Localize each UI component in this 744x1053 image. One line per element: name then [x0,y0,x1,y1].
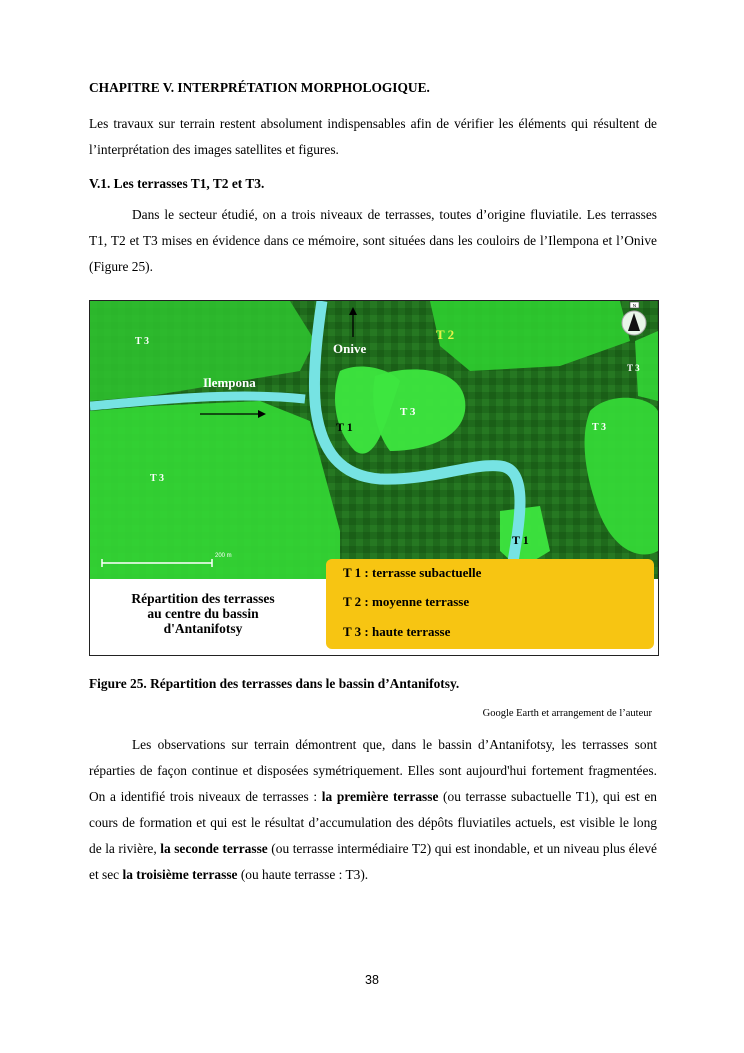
figure-source: Google Earth et arrangement de l’auteur [482,708,652,719]
closing-paragraph [89,732,657,888]
label-ilempona: Ilempona [203,375,256,390]
label-t3: T 3 [400,406,416,418]
bold-term: la première terrasse [321,789,439,804]
paragraph-text: (ou haute terrasse : T3). [237,867,369,882]
bold-term: la seconde terrasse [160,841,268,856]
figure-title-line: d'Antanifotsy [163,621,243,636]
figure-title-line: au centre du bassin [147,606,259,621]
north-label: N [632,303,637,308]
label-t1: T 1 [512,533,529,547]
legend-item-t2: T 2 : moyenne terrasse [343,594,470,609]
paragraph-text: (ou terrasse intermédiaire T2) qui est inondable, et un niveau plus élevé et sec [89,841,658,882]
chapter-title: CHAPITRE V. INTERPRÉTATION MORPHOLOGIQUE. [89,80,430,95]
label-t3: T 3 [135,336,149,347]
legend-item-t1: T 1 : terrasse subactuelle [343,565,482,580]
label-onive: Onive [333,341,367,356]
bold-term: la troisième terrasse [122,867,238,882]
label-t3: T 3 [627,363,640,373]
label-t1: T 1 [336,420,353,434]
label-t2: T 2 [436,327,455,342]
legend-item-t3: T 3 : haute terrasse [343,624,451,639]
section-title: V.1. Les terrasses T1, T2 et T3. [89,176,265,191]
figure-caption: Figure 25. Répartition des terrasses dans le bassin d’Antanifotsy. [89,676,460,691]
page-number: 38 [365,973,379,987]
paragraph-text: Les observations sur terrain démontrent que, dans le bassin d’Antanifotsy, les terrasses sont réparties de façon continue et disposées symétriquement. Elles sont aujourd'hui fortement fragmentées. On a identifié trois niveaux de terrasses : [89,737,657,804]
scale-label: 200 m [215,553,232,559]
intro-paragraph: Les travaux sur terrain restent absolument indispensables afin de vérifier les éléments qui résultent de l’interprétation des images satellites et figures. [89,116,657,157]
figure-title-line: Répartition des terrasses [131,591,275,606]
terrace-map-figure [89,300,659,656]
paragraph-text: (ou terrasse subactuelle T1), qui est en cours de formation et qui est le résultat d’accumulation des dépôts fluviatiles actuels, est visible le long de la rivière, [89,789,657,856]
label-t3: T 3 [592,422,606,433]
label-t3: T 3 [150,473,164,484]
section-paragraph: Dans le secteur étudié, on a trois niveaux de terrasses, toutes d’origine fluviatile. Les terrasses T1, T2 et T3 mises en évidence dans ce mémoire, sont situées dans les couloirs de l’Ilempona et l’Onive (Figure 25). [89,207,657,274]
